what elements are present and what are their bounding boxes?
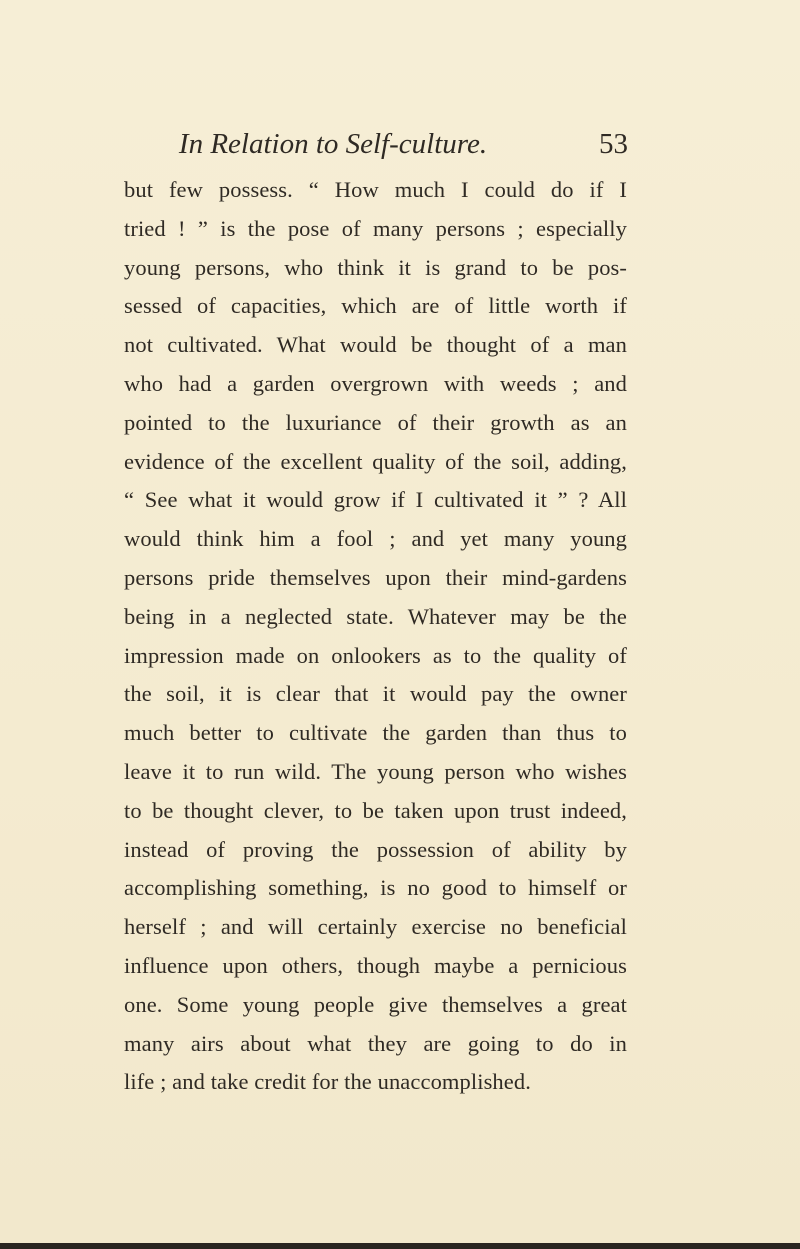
text-line: evidence of the excellent quality of the soil, adding, — [124, 448, 627, 474]
running-head — [128, 122, 628, 166]
text-line: many airs about what they are going to do in — [124, 1030, 627, 1056]
text-line: one. Some young people give themselves a great — [124, 991, 627, 1017]
text-line: the soil, it is clear that it would pay the owner — [124, 681, 627, 707]
text-line: but few possess. “ How much I could do if I — [124, 177, 627, 202]
text-line: young persons, who think it is grand to be pos- — [124, 254, 627, 280]
text-line: “ See what it would grow if I cultivated it ” ? All — [124, 487, 627, 513]
text-line: sessed of capacities, which are of little worth if — [124, 293, 627, 319]
text-line: pointed to the luxuriance of their growth as an — [124, 409, 627, 435]
text-line: being in a neglected state. Whatever may be the — [124, 603, 627, 629]
text-line: accomplishing something, is no good to himself or — [124, 875, 627, 901]
text-line: influence upon others, though maybe a pernicious — [124, 952, 627, 978]
body-text — [124, 171, 627, 1102]
page-number: 53 — [599, 128, 628, 160]
text-line: not cultivated. What would be thought of a man — [124, 332, 627, 358]
text-line: instead of proving the possession of ability by — [124, 836, 627, 862]
text-line: much better to cultivate the garden than thus to — [124, 720, 627, 746]
text-line: who had a garden overgrown with weeds ; and — [124, 370, 627, 396]
text-line: tried ! ” is the pose of many persons ; especially — [124, 215, 627, 241]
text-line: to be thought clever, to be taken upon trust indeed, — [124, 797, 627, 823]
text-line: leave it to run wild. The young person who wishes — [124, 758, 627, 784]
text-line: impression made on onlookers as to the quality of — [124, 642, 627, 668]
text-line: persons pride themselves upon their mind-gardens — [124, 564, 627, 590]
running-title: In Relation to Self-culture. — [178, 128, 488, 160]
text-line: life ; and take credit for the unaccomplished. — [124, 1069, 531, 1095]
bottom-edge-rule — [0, 1243, 800, 1249]
text-line: herself ; and will certainly exercise no beneficial — [124, 914, 627, 940]
text-line: would think him a fool ; and yet many young — [124, 526, 627, 552]
